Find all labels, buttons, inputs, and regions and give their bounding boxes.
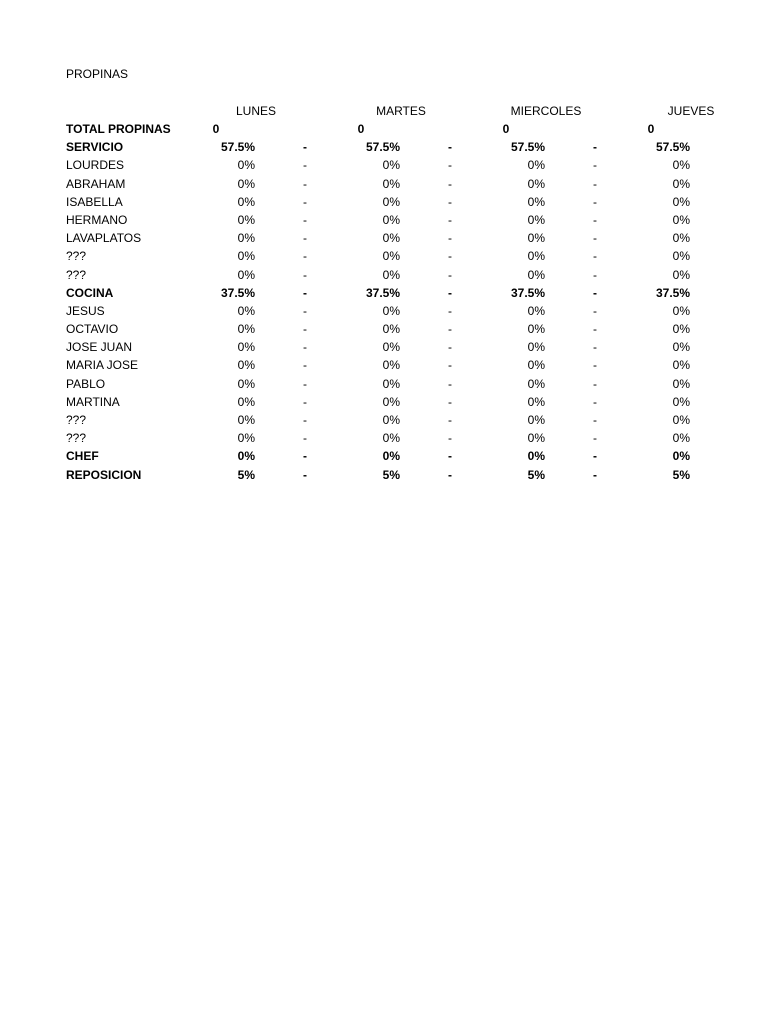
row-value: 0% (382, 358, 400, 373)
row-dash: - (448, 158, 452, 173)
row-dash: - (448, 194, 452, 209)
row-value: 57.5% (510, 140, 545, 155)
row-value: 0% (672, 212, 690, 227)
row-label: REPOSICION (66, 467, 142, 482)
row-dash: - (303, 231, 307, 246)
row-value: 0% (382, 340, 400, 355)
row-label: HERMANO (66, 212, 128, 227)
row-dash: - (448, 212, 452, 227)
row-value: 0% (382, 158, 400, 173)
row-value: 0% (237, 176, 255, 191)
row-dash: - (448, 394, 452, 409)
row-value: 0% (527, 249, 545, 264)
row-value: 0% (527, 449, 545, 464)
table-row (0, 284, 768, 302)
row-label: MARTINA (66, 394, 120, 409)
row-value: 57.5% (365, 140, 400, 155)
row-dash: - (593, 449, 597, 464)
row-value: 0% (237, 267, 255, 282)
row-value: 0% (237, 413, 255, 427)
row-value: 0% (672, 376, 690, 391)
row-value: 37.5% (365, 285, 400, 300)
row-value: 0% (527, 322, 545, 337)
row-dash: - (593, 158, 597, 173)
row-dash: - (593, 267, 597, 282)
row-value: 0% (382, 413, 400, 427)
table-row (0, 356, 768, 374)
row-value: 0% (527, 376, 545, 391)
row-value: 5% (672, 467, 690, 482)
row-dash: - (448, 467, 452, 482)
row-value: 0% (237, 249, 255, 264)
row-dash: - (593, 212, 597, 227)
day-header-martes: MARTES (376, 104, 426, 118)
row-dash: - (303, 340, 307, 355)
table-row (0, 229, 768, 247)
row-dash: - (593, 140, 597, 155)
table-row (0, 447, 768, 465)
row-dash: - (593, 394, 597, 409)
row-dash: - (303, 194, 307, 209)
row-value: 0% (672, 231, 690, 246)
table-row (0, 247, 768, 265)
row-value: 0% (672, 176, 690, 191)
row-value: 0% (237, 449, 255, 464)
row-dash: - (593, 303, 597, 318)
row-value: 0% (672, 358, 690, 373)
table-row (0, 211, 768, 229)
row-value: 0% (527, 340, 545, 355)
table-row (0, 429, 768, 447)
row-value: 0% (672, 249, 690, 264)
row-value: 0% (382, 231, 400, 246)
row-value: 0% (527, 176, 545, 191)
row-value: 0% (382, 303, 400, 318)
row-dash: - (593, 322, 597, 337)
row-label: SERVICIO (66, 140, 124, 155)
row-value: 0% (382, 376, 400, 391)
table-row (0, 393, 768, 411)
sheet-title: PROPINAS (66, 67, 129, 81)
row-label: JOSE JUAN (66, 340, 133, 355)
row-value: 0% (527, 394, 545, 409)
row-dash: - (303, 176, 307, 191)
row-value: 0% (527, 267, 545, 282)
row-value: 0% (237, 158, 255, 173)
row-value: 0% (237, 212, 255, 227)
row-value: 0% (527, 413, 545, 427)
row-dash: - (303, 449, 307, 464)
row-value: 0% (237, 394, 255, 409)
table-row (0, 156, 768, 174)
row-value: 0% (382, 212, 400, 227)
row-label: ABRAHAM (66, 176, 126, 191)
table-row (0, 193, 768, 211)
row-dash: - (448, 322, 452, 337)
row-value: 0% (237, 340, 255, 355)
row-label: COCINA (66, 285, 114, 300)
row-value: 0% (527, 212, 545, 227)
table-row (0, 138, 768, 156)
row-label: MARIA JOSE (66, 358, 139, 373)
row-dash: - (593, 249, 597, 264)
row-label: ??? (66, 267, 87, 282)
row-value: 0% (672, 449, 690, 464)
table-row (0, 175, 768, 193)
row-value: 0% (237, 303, 255, 318)
row-value: 0% (527, 431, 545, 446)
row-label: ??? (66, 249, 87, 264)
row-value: 37.5% (655, 285, 690, 300)
row-dash: - (448, 176, 452, 191)
row-dash: - (593, 376, 597, 391)
row-label: ??? (66, 413, 87, 427)
row-label: LAVAPLATOS (66, 231, 142, 246)
row-value: 0% (672, 158, 690, 173)
row-dash: - (448, 285, 452, 300)
row-value: 0% (672, 340, 690, 355)
day-header-row (0, 102, 768, 120)
row-dash: - (593, 467, 597, 482)
row-dash: - (303, 140, 307, 155)
row-dash: - (593, 176, 597, 191)
row-value: 0% (527, 194, 545, 209)
row-dash: - (448, 431, 452, 446)
row-label: TOTAL PROPINAS (66, 122, 171, 136)
row-dash: - (448, 449, 452, 464)
row-dash: - (303, 394, 307, 409)
row-value: 0% (237, 231, 255, 246)
row-value: 0% (237, 376, 255, 391)
row-label: OCTAVIO (66, 322, 119, 337)
row-value: 5% (382, 467, 400, 482)
row-dash: - (448, 358, 452, 373)
row-value: 0% (672, 303, 690, 318)
day-header-lunes: LUNES (235, 104, 277, 118)
row-dash: - (303, 413, 307, 427)
row-value: 0% (672, 394, 690, 409)
row-dash: - (303, 212, 307, 227)
row-dash: - (303, 267, 307, 282)
row-value: 57.5% (655, 140, 690, 155)
row-value: 0% (382, 431, 400, 446)
row-dash: - (593, 431, 597, 446)
tip-distribution-table (0, 120, 768, 484)
table-row (0, 466, 768, 484)
row-value: 0% (382, 394, 400, 409)
row-dash: - (448, 303, 452, 318)
row-value: 0% (527, 303, 545, 318)
row-dash: - (448, 249, 452, 264)
row-dash: - (303, 158, 307, 173)
row-dash: - (303, 376, 307, 391)
row-dash: - (448, 413, 452, 427)
row-value: 0% (382, 449, 400, 464)
table-row (0, 302, 768, 320)
row-value: 0% (237, 358, 255, 373)
row-dash: - (593, 358, 597, 373)
table-row (0, 338, 768, 356)
row-dash: - (593, 340, 597, 355)
row-value: 0% (237, 431, 255, 446)
row-value: 0% (672, 267, 690, 282)
row-dash: - (593, 194, 597, 209)
row-value: 0% (382, 176, 400, 191)
row-label: PABLO (66, 376, 106, 391)
table-row (0, 266, 768, 284)
row-value: 5% (527, 467, 545, 482)
day-header-jueves: JUEVES (667, 104, 715, 118)
row-dash: - (303, 431, 307, 446)
row-dash: - (593, 413, 597, 427)
row-value: 0% (237, 194, 255, 209)
row-value: 0% (382, 194, 400, 209)
row-value: 0% (527, 358, 545, 373)
row-value: 0% (672, 322, 690, 337)
day-header-miercoles: MIERCOLES (510, 104, 582, 118)
row-dash: - (303, 467, 307, 482)
row-label: ISABELLA (66, 194, 123, 209)
table-row (0, 320, 768, 338)
row-dash: - (448, 376, 452, 391)
row-dash: - (448, 267, 452, 282)
row-dash: - (448, 140, 452, 155)
row-dash: - (593, 285, 597, 300)
row-value: 37.5% (510, 285, 545, 300)
row-value: 0% (382, 267, 400, 282)
row-value: 37.5% (220, 285, 255, 300)
row-value: 0% (672, 431, 690, 446)
row-dash: - (303, 285, 307, 300)
row-dash: - (303, 303, 307, 318)
row-dash: - (448, 340, 452, 355)
table-row (0, 375, 768, 393)
row-dash: - (303, 249, 307, 264)
row-dash: - (593, 231, 597, 246)
row-value: 0% (527, 158, 545, 173)
row-dash: - (303, 322, 307, 337)
row-value: 0% (672, 194, 690, 209)
row-label: LOURDES (66, 158, 125, 173)
table-row (0, 411, 768, 429)
row-value: 0% (382, 249, 400, 264)
row-dash: - (303, 358, 307, 373)
sheet-print-area (0, 0, 715, 500)
row-value: 5% (237, 467, 255, 482)
row-label: JESUS (66, 303, 105, 318)
row-value: 0% (527, 231, 545, 246)
row-value: 57.5% (220, 140, 255, 155)
row-value: 0% (672, 413, 690, 427)
table-row: TOTAL PROPINAS 0 0 0 0 (66, 122, 655, 136)
row-value: 0% (237, 322, 255, 337)
row-label: CHEF (66, 449, 99, 464)
row-dash: - (448, 231, 452, 246)
row-value: 0% (382, 322, 400, 337)
row-label: ??? (66, 431, 87, 446)
